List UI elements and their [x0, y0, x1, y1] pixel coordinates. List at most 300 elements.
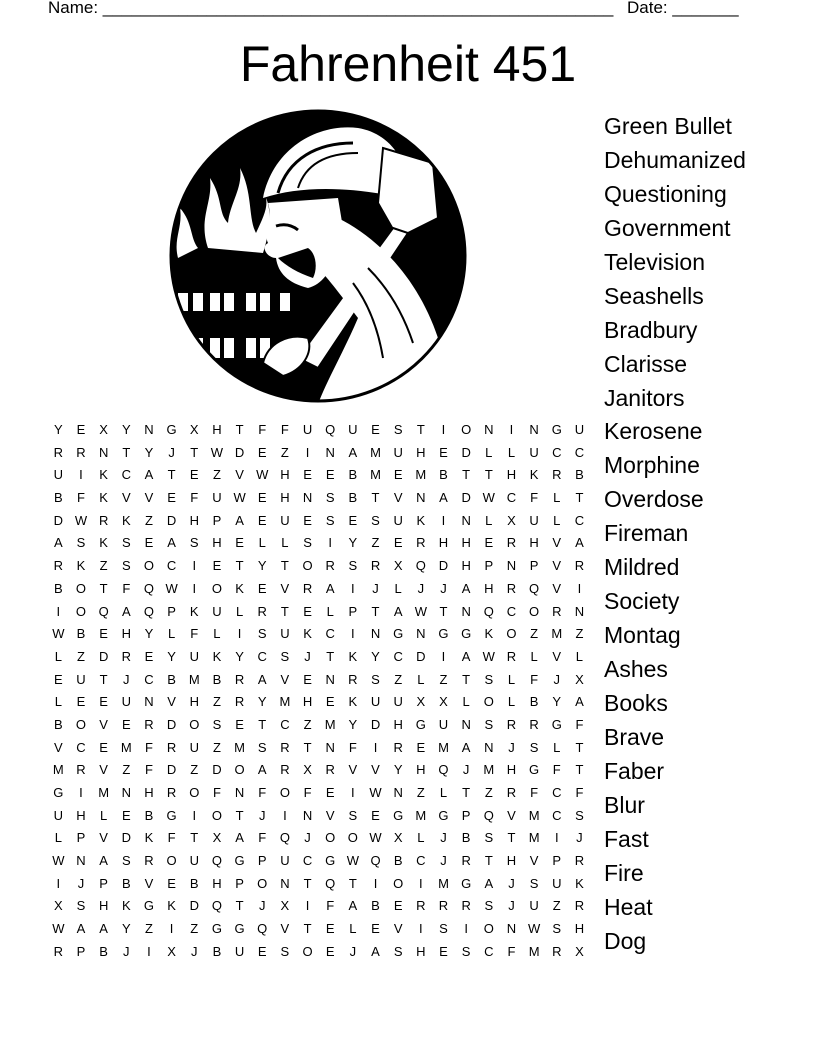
grid-letter: Q [211, 853, 222, 869]
grid-letter: D [370, 716, 381, 732]
grid-letter: O [143, 558, 155, 574]
word-list-item: Seashells [604, 282, 704, 309]
grid-letter: S [484, 898, 494, 914]
grid-letter: F [167, 830, 176, 846]
grid-letter: S [348, 558, 358, 574]
grid-letter: Y [393, 762, 403, 778]
grid-letter: B [189, 875, 199, 891]
grid-letter: B [575, 467, 584, 483]
grid-row [47, 691, 591, 714]
grid-letter: J [508, 875, 515, 891]
grid-letter: X [575, 943, 584, 959]
grid-letter: C [552, 807, 562, 823]
grid-letter: N [484, 739, 494, 755]
grid-letter: I [283, 807, 287, 823]
grid-row [47, 714, 591, 737]
grid-letter: P [99, 875, 108, 891]
grid-letter: R [121, 648, 131, 664]
grid-letter: U [189, 853, 199, 869]
grid-letter: K [484, 626, 494, 642]
grid-letter: W [233, 490, 246, 506]
grid-letter: D [166, 762, 177, 778]
word-list-item: Questioning [604, 180, 727, 207]
grid-letter: O [483, 694, 494, 710]
grid-letter: B [461, 830, 471, 846]
grid-row [47, 827, 591, 850]
grid-letter: M [415, 467, 427, 483]
grid-letter: L [553, 490, 561, 506]
grid-letter: O [75, 603, 87, 619]
grid-letter: I [351, 580, 355, 596]
grid-letter: H [121, 626, 131, 642]
grid-letter: H [280, 490, 290, 506]
grid-letter: E [325, 921, 335, 937]
grid-letter: H [461, 558, 471, 574]
word-list-item: Television [604, 248, 705, 275]
grid-letter: J [508, 739, 515, 755]
grid-letter: U [393, 694, 403, 710]
grid-letter: T [235, 807, 244, 823]
grid-letter: F [507, 943, 516, 959]
grid-letter: L [575, 648, 584, 664]
grid-letter: Z [99, 558, 108, 574]
grid-letter: C [416, 853, 426, 869]
grid-letter: V [99, 716, 108, 732]
grid-letter: R [393, 739, 403, 755]
grid-letter: L [54, 830, 62, 846]
grid-letter: P [484, 558, 494, 574]
grid-row [47, 918, 591, 941]
grid-letter: T [190, 830, 199, 846]
grid-letter: R [76, 762, 86, 778]
grid-letter: N [416, 490, 426, 506]
grid-letter: Z [530, 626, 539, 642]
grid-letter: H [529, 535, 539, 551]
grid-letter: A [461, 580, 471, 596]
grid-letter: T [303, 875, 312, 891]
grid-letter: R [325, 762, 335, 778]
grid-letter: Z [303, 716, 312, 732]
grid-letter: T [280, 558, 289, 574]
grid-letter: E [371, 422, 380, 437]
grid-letter: Y [371, 648, 380, 664]
grid-letter: H [416, 943, 426, 959]
grid-letter: U [348, 422, 358, 437]
grid-letter: Y [53, 422, 63, 437]
grid-letter: H [76, 807, 86, 823]
grid-letter: V [552, 648, 562, 664]
grid-letter: Q [483, 807, 494, 823]
grid-letter: Y [257, 558, 267, 574]
grid-letter: U [574, 422, 585, 437]
grid-letter: R [325, 558, 335, 574]
grid-letter: Q [257, 921, 268, 937]
grid-letter: H [416, 762, 426, 778]
grid-letter: U [121, 694, 131, 710]
grid-letter: Z [280, 444, 289, 460]
grid-letter: F [258, 422, 267, 437]
grid-letter: T [235, 558, 244, 574]
grid-letter: O [347, 830, 358, 846]
grid-letter: M [188, 671, 200, 687]
grid-letter: U [280, 626, 290, 642]
grid-letter: T [575, 739, 584, 755]
grid-letter: O [234, 762, 245, 778]
grid-letter: E [99, 626, 108, 642]
grid-letter: W [369, 785, 382, 800]
grid-letter: N [484, 422, 494, 437]
grid-letter: G [529, 762, 540, 778]
grid-letter: Z [416, 785, 425, 800]
grid-letter: A [371, 943, 380, 959]
grid-letter: K [167, 898, 176, 914]
grid-letter: S [121, 853, 131, 869]
grid-letter: Z [144, 512, 153, 528]
grid-letter: F [77, 490, 85, 506]
grid-letter: Q [143, 603, 155, 619]
grid-letter: R [506, 580, 517, 596]
grid-letter: Q [98, 603, 109, 619]
grid-letter: Z [212, 694, 221, 710]
grid-letter: N [302, 807, 313, 823]
grid-letter: T [439, 603, 448, 619]
grid-letter: O [302, 558, 313, 574]
grid-letter: V [325, 807, 335, 823]
grid-letter: N [416, 626, 426, 642]
grid-letter: P [212, 512, 222, 528]
grid-letter: M [370, 444, 381, 460]
grid-letter: R [53, 558, 64, 574]
word-list-item: Dehumanized [604, 146, 746, 173]
grid-row [47, 464, 591, 487]
grid-letter: K [416, 512, 426, 528]
grid-letter: G [461, 875, 472, 891]
grid-letter: T [462, 671, 471, 687]
grid-letter: R [506, 785, 517, 800]
grid-letter: H [212, 875, 222, 891]
grid-letter: F [326, 898, 335, 914]
grid-letter: G [166, 807, 177, 823]
grid-letter: M [528, 807, 540, 823]
grid-letter: P [76, 943, 86, 959]
grid-letter: V [167, 694, 176, 710]
grid-letter: I [305, 898, 310, 914]
grid-letter: T [462, 467, 471, 483]
grid-letter: D [189, 898, 199, 914]
word-list-item: Fire [604, 859, 644, 886]
grid-letter: W [346, 853, 359, 869]
word-list-item: Kerosene [604, 418, 703, 445]
grid-letter: A [484, 875, 494, 891]
grid-letter: V [393, 921, 403, 937]
grid-letter: U [280, 853, 290, 869]
grid-letter: N [325, 671, 335, 687]
grid-letter: L [439, 785, 448, 800]
grid-row [47, 782, 591, 805]
grid-letter: T [371, 603, 380, 619]
grid-letter: G [393, 807, 404, 823]
grid-letter: B [121, 875, 131, 891]
grid-letter: A [575, 535, 584, 551]
grid-letter: A [76, 921, 86, 937]
grid-letter: H [506, 467, 517, 483]
grid-letter: D [461, 444, 471, 460]
grid-letter: P [167, 603, 176, 619]
grid-letter: R [166, 785, 177, 800]
grid-letter: W [414, 603, 427, 619]
grid-letter: P [552, 853, 562, 869]
grid-letter: T [122, 444, 131, 460]
grid-row [47, 759, 591, 782]
grid-letter: X [393, 558, 403, 574]
grid-letter: L [485, 444, 493, 460]
grid-letter: T [167, 467, 176, 483]
grid-letter: L [507, 671, 516, 687]
grid-letter: C [257, 648, 267, 664]
word-list-item: Blur [604, 791, 645, 818]
grid-letter: N [234, 785, 245, 800]
grid-letter: X [393, 830, 403, 846]
grid-letter: Z [190, 762, 199, 778]
grid-letter: E [439, 943, 448, 959]
grid-letter: M [483, 762, 495, 778]
grid-letter: I [169, 921, 174, 937]
grid-letter: M [279, 694, 291, 710]
grid-letter: P [461, 807, 471, 823]
grid-letter: E [144, 648, 154, 664]
grid-letter: C [121, 467, 131, 483]
grid-row [47, 805, 591, 828]
grid-letter: W [74, 512, 88, 528]
grid-row [47, 510, 591, 533]
grid-letter: M [551, 626, 563, 642]
grid-letter: S [529, 739, 539, 755]
grid-letter: V [371, 762, 380, 778]
grid-letter: I [192, 807, 197, 823]
grid-letter: E [371, 921, 380, 937]
grid-letter: R [552, 467, 562, 483]
word-list-item: Montag [604, 622, 681, 649]
grid-letter: V [53, 739, 63, 755]
grid-letter: C [574, 512, 585, 528]
grid-letter: I [554, 830, 559, 846]
grid-letter: H [506, 762, 517, 778]
grid-letter: O [302, 943, 313, 959]
grid-letter: O [483, 921, 494, 937]
grid-letter: I [147, 943, 151, 959]
grid-letter: T [280, 603, 289, 619]
grid-letter: Y [348, 716, 358, 732]
grid-letter: I [419, 875, 423, 891]
grid-letter: Q [415, 558, 426, 574]
grid-letter: Q [370, 853, 381, 869]
grid-letter: M [52, 762, 64, 778]
grid-letter: J [191, 943, 198, 959]
grid-letter: I [328, 535, 333, 551]
grid-letter: W [52, 853, 65, 869]
grid-letter: Z [484, 785, 493, 800]
grid-letter: E [121, 716, 131, 732]
grid-letter: I [305, 444, 310, 460]
grid-letter: E [325, 943, 335, 959]
grid-letter: R [461, 898, 471, 914]
grid-letter: Q [483, 603, 494, 619]
grid-letter: U [53, 467, 64, 483]
grid-letter: S [484, 716, 494, 732]
grid-row [47, 941, 591, 964]
grid-letter: G [438, 807, 449, 823]
grid-letter: J [123, 943, 130, 959]
word-list-item: Government [604, 214, 731, 241]
grid-letter: L [235, 603, 244, 619]
grid-letter: F [190, 490, 199, 506]
grid-letter: W [210, 444, 224, 460]
grid-letter: J [304, 830, 311, 846]
grid-letter: R [234, 694, 245, 710]
grid-letter: G [415, 716, 426, 732]
grid-letter: Z [212, 467, 221, 483]
grid-letter: T [258, 716, 267, 732]
grid-letter: Y [552, 694, 562, 710]
grid-letter: V [99, 762, 108, 778]
grid-letter: A [575, 694, 584, 710]
grid-letter: Y [144, 626, 154, 642]
grid-letter: V [393, 490, 403, 506]
grid-letter: M [98, 785, 110, 800]
grid-letter: R [234, 671, 245, 687]
grid-letter: J [553, 671, 561, 687]
grid-letter: X [167, 943, 176, 959]
grid-letter: N [461, 603, 471, 619]
grid-letter: V [280, 580, 290, 596]
grid-letter: D [212, 762, 222, 778]
grid-letter: H [189, 694, 199, 710]
grid-letter: Y [121, 921, 131, 937]
grid-letter: E [371, 807, 380, 823]
grid-letter: S [325, 490, 335, 506]
grid-letter: F [348, 739, 357, 755]
grid-letter: I [192, 580, 197, 596]
grid-letter: K [303, 626, 312, 642]
grid-letter: D [121, 830, 131, 846]
grid-letter: T [303, 739, 312, 755]
grid-letter: M [438, 875, 449, 891]
word-list-item: Overdose [604, 486, 704, 513]
grid-letter: H [393, 716, 403, 732]
grid-letter: N [506, 558, 517, 574]
grid-letter: E [325, 467, 335, 483]
grid-letter: E [416, 739, 426, 755]
grid-letter: K [76, 558, 86, 574]
grid-letter: I [373, 875, 378, 891]
grid-letter: W [482, 648, 495, 664]
grid-letter: K [121, 512, 131, 528]
word-list-item: Green Bullet [604, 113, 732, 139]
grid-letter: L [326, 603, 334, 619]
grid-letter: F [122, 580, 131, 596]
grid-letter: E [393, 898, 403, 914]
grid-letter: O [75, 716, 87, 732]
grid-letter: A [348, 444, 358, 460]
page-title: Fahrenheit 451 [239, 36, 577, 92]
grid-letter: J [258, 898, 266, 914]
grid-letter: Z [77, 648, 85, 664]
grid-letter: T [303, 921, 312, 937]
grid-letter: T [190, 444, 199, 460]
grid-letter: R [302, 580, 313, 596]
grid-letter: L [394, 580, 402, 596]
grid-letter: I [464, 921, 468, 937]
word-list-item: Fast [604, 825, 649, 852]
grid-letter: H [189, 512, 199, 528]
grid-letter: C [393, 648, 403, 664]
grid-letter: G [234, 921, 245, 937]
grid-letter: N [529, 422, 539, 437]
grid-letter: C [484, 943, 494, 959]
grid-letter: T [484, 853, 493, 869]
grid-letter: D [53, 512, 64, 528]
grid-letter: E [303, 512, 312, 528]
grid-row [47, 555, 591, 578]
grid-letter: Q [211, 898, 222, 914]
grid-row [47, 601, 591, 624]
word-list [604, 110, 746, 958]
grid-letter: V [144, 490, 154, 506]
grid-letter: H [438, 535, 449, 551]
grid-letter: B [529, 694, 539, 710]
grid-letter: B [371, 898, 380, 914]
grid-letter: G [211, 921, 222, 937]
grid-letter: T [507, 830, 516, 846]
grid-letter: B [348, 467, 358, 483]
grid-letter: R [438, 898, 449, 914]
grid-letter: J [440, 830, 447, 846]
grid-letter: L [100, 807, 108, 823]
grid-letter: T [371, 490, 380, 506]
grid-letter: M [438, 739, 449, 755]
grid-letter: W [482, 490, 495, 506]
grid-letter: E [144, 535, 154, 551]
grid-row [47, 669, 591, 692]
grid-letter: F [258, 785, 267, 800]
grid-letter: P [76, 830, 86, 846]
grid-letter: U [280, 512, 290, 528]
grid-letter: M [528, 943, 540, 959]
grid-letter: X [575, 671, 584, 687]
grid-letter: E [257, 943, 267, 959]
grid-letter: N [280, 875, 290, 891]
grid-letter: M [120, 739, 132, 755]
grid-letter: U [552, 875, 562, 891]
word-list-item: Mildred [604, 554, 680, 581]
grid-letter: S [393, 422, 403, 437]
grid-letter: V [507, 807, 516, 823]
grid-letter: N [144, 422, 154, 437]
grid-letter: R [166, 739, 177, 755]
grid-letter: Z [122, 762, 131, 778]
grid-letter: R [144, 716, 154, 732]
grid-letter: A [439, 490, 448, 506]
grid-letter: L [281, 535, 289, 551]
grid-letter: L [417, 671, 425, 687]
grid-letter: B [439, 467, 448, 483]
grid-letter: X [189, 422, 199, 437]
word-search-grid [47, 419, 591, 964]
grid-letter: N [574, 603, 585, 619]
grid-letter: B [99, 943, 108, 959]
grid-letter: I [441, 512, 446, 528]
grid-letter: R [76, 444, 86, 460]
